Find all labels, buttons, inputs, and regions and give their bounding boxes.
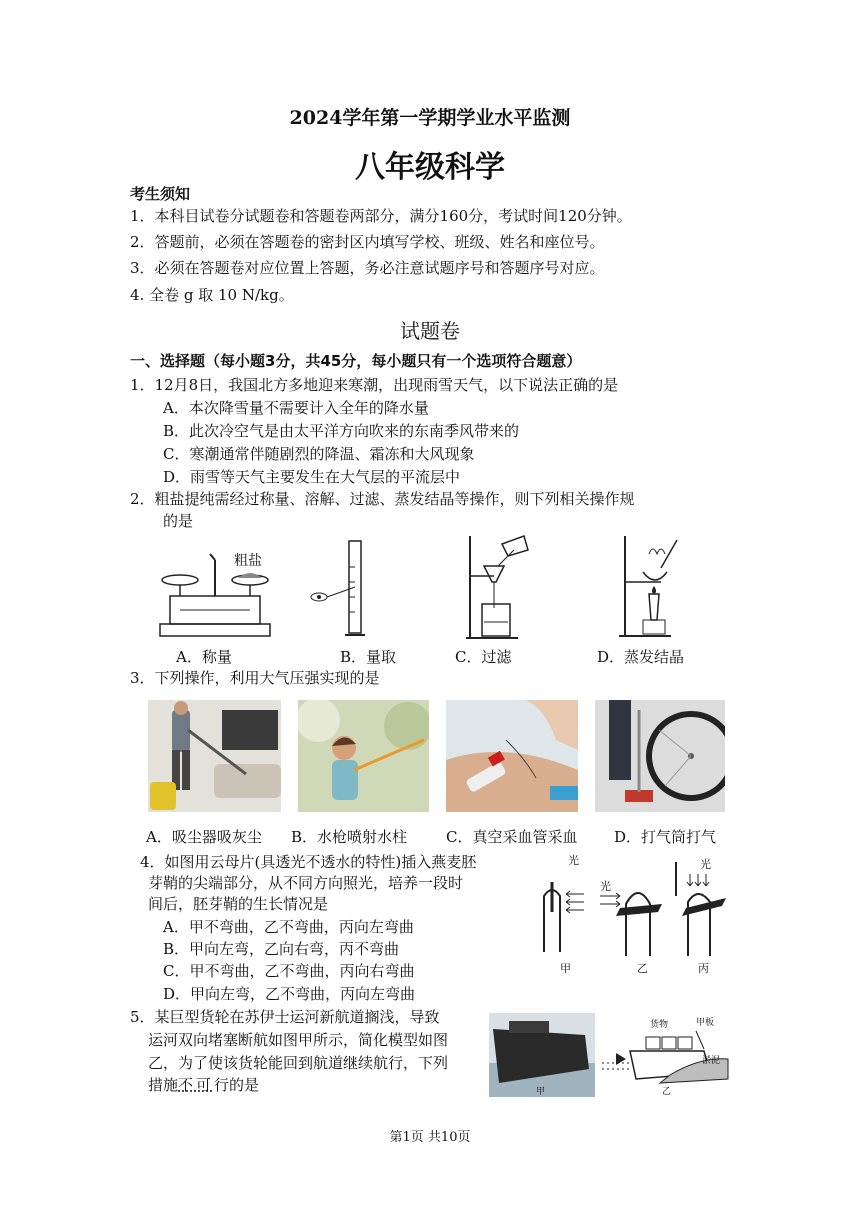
- q5-stem-line1: 5．某巨型货轮在苏伊士运河新航道搁浅，导致: [130, 1008, 440, 1026]
- q2-stem-line1: 2．粗盐提纯需经过称量、溶解、过滤、蒸发结晶等操作，则下列相关操作规: [130, 490, 635, 508]
- q4-stem-line1: 4．如图用云母片(具透光不透水的特性)插入燕麦胚: [140, 853, 477, 871]
- q5-stem-line4: [148, 1075, 259, 1095]
- exam-title: 2024学年第一学期学业水平监测: [289, 107, 571, 129]
- q5-last-suffix: 行的是: [214, 1076, 260, 1094]
- mud-label: 淤泥: [702, 1056, 721, 1066]
- notice-heading: 考生须知: [130, 185, 191, 203]
- q2-option-a: A．称量: [176, 648, 232, 666]
- water-gun-photo: [298, 700, 429, 812]
- q5-emphasis: 不可: [178, 1076, 215, 1094]
- light-label-1: 光: [568, 854, 579, 867]
- q3-stem: 3．下列操作，利用大气压强实现的是: [130, 669, 380, 687]
- q4-option-d: D．甲向左弯，乙不弯曲，丙向左弯曲: [163, 985, 416, 1003]
- notice-item-3: 3．必须在答题卷对应位置上答题，务必注意试题序号和答题序号对应。: [130, 259, 605, 277]
- coarse-salt-label: 粗盐: [234, 553, 262, 569]
- bike-pump-photo: [595, 700, 725, 812]
- q1-option-a: A．本次降雪量不需要计入全年的降水量: [163, 399, 429, 417]
- q1-stem: 1．12月8日，我国北方多地迎来寒潮，出现雨雪天气，以下说法正确的是: [130, 376, 619, 394]
- cargo-label: 货物: [650, 1020, 669, 1030]
- q4-option-b: B．甲向左弯，乙向右弯，丙不弯曲: [163, 940, 400, 958]
- vacuum-blood-tube-photo: [446, 700, 578, 812]
- q2-option-c: C．过滤: [455, 648, 512, 666]
- q2-option-b: B．量取: [340, 648, 397, 666]
- label-jia: 甲: [560, 962, 571, 975]
- vacuum-cleaner-photo: [148, 700, 281, 812]
- q3-option-b: B．水枪喷射水柱: [291, 828, 408, 846]
- graduated-cylinder-figure: [305, 537, 375, 642]
- q2-stem-line2: 的是: [163, 512, 194, 530]
- q1-option-d: D．雨雪等天气主要发生在大气层的平流层中: [163, 468, 461, 486]
- notice-item-1: 1．本科目试卷分试题卷和答题卷两部分，满分160分，考试时间120分钟。: [130, 207, 632, 225]
- q3-option-c: C．真空采血管采血: [446, 828, 578, 846]
- page-footer: 第1页 共10页: [389, 1130, 471, 1145]
- filtration-figure: [458, 532, 538, 642]
- q4-stem-line2: 芽鞘的尖端部分，从不同方向照光，培养一段时: [148, 874, 464, 892]
- light-label-2: 光: [600, 880, 611, 893]
- q1-option-c: C．寒潮通常伴随剧烈的降温、霜冻和大风现象: [163, 445, 475, 463]
- q5-stem-line3: 乙，为了使该货轮能回到航道继续航行，下列: [148, 1054, 449, 1072]
- q5-stem-line2: 运河双向堵塞断航如图甲所示，简化模型如图: [148, 1031, 449, 1049]
- paper-heading: 试题卷: [400, 319, 460, 343]
- q4-option-a: A．甲不弯曲，乙不弯曲，丙向左弯曲: [163, 918, 414, 936]
- notice-item-4: 4. 全卷 g 取 10 N/kg。: [130, 286, 294, 304]
- label-bing: 丙: [698, 962, 709, 975]
- label-yi: 乙: [637, 962, 648, 975]
- q4-option-c: C．甲不弯曲，乙不弯曲，丙向右弯曲: [163, 962, 415, 980]
- label-photo-jia: 甲: [536, 1087, 546, 1097]
- evaporation-figure: [615, 532, 685, 642]
- deck-label: 甲板: [696, 1018, 715, 1028]
- light-label-3: 光: [700, 858, 711, 871]
- section-heading: 一、选择题（每小题3分，共45分，每小题只有一个选项符合题意）: [130, 352, 582, 370]
- label-model-yi: 乙: [662, 1087, 672, 1097]
- q3-option-a: A．吸尘器吸灰尘: [146, 828, 262, 846]
- q1-option-b: B．此次冷空气是由太平洋方向吹来的东南季风带来的: [163, 422, 520, 440]
- q3-option-d: D．打气筒打气: [614, 828, 717, 846]
- subject-title: 八年级科学: [355, 150, 505, 185]
- notice-item-2: 2．答题前，必须在答题卷的密封区内填写学校、班级、姓名和座位号。: [130, 233, 605, 251]
- q5-last-prefix: 措施: [148, 1076, 179, 1094]
- q2-option-d: D．蒸发结晶: [597, 648, 685, 666]
- q4-stem-line3: 间后，胚芽鞘的生长情况是: [148, 895, 329, 913]
